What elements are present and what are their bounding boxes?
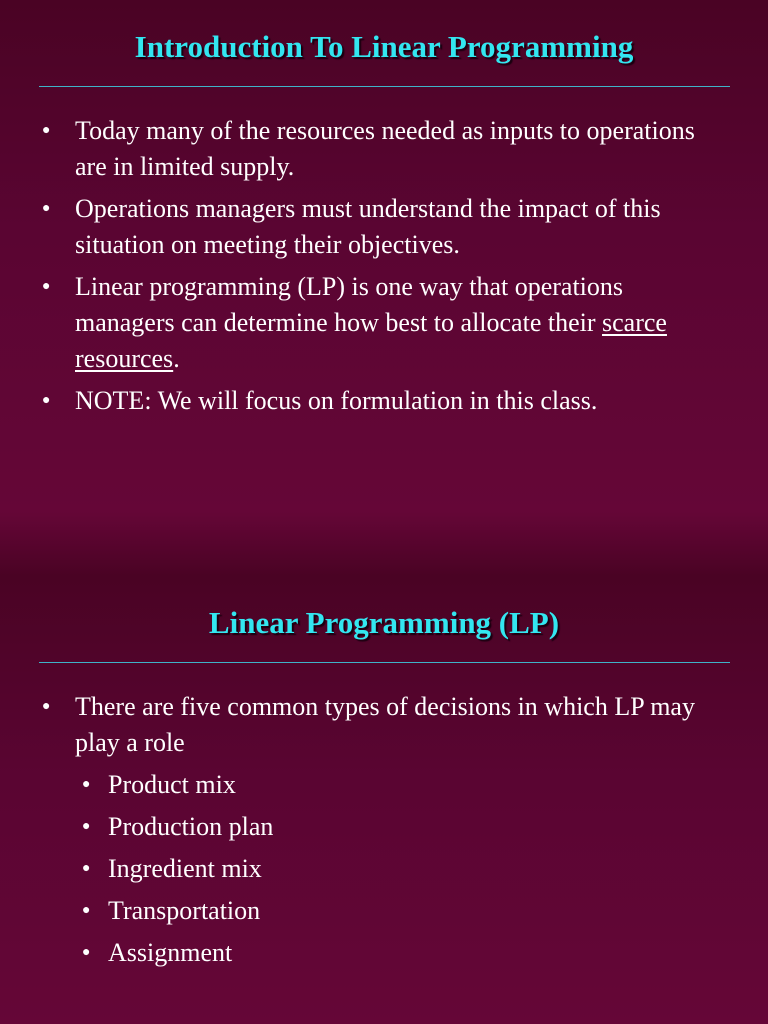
bullet-text: Assignment (108, 938, 233, 967)
bullet-icon: ● (82, 903, 91, 918)
sub-bullet-item (0, 809, 768, 845)
bullet-item (0, 113, 768, 185)
bullet-item (0, 191, 768, 263)
bullet-icon: ● (82, 945, 91, 960)
bullet-item (0, 689, 768, 761)
bullet-icon: ● (42, 699, 51, 714)
slide-title: Linear Programming (LP) (208, 605, 560, 640)
bullet-text: Transportation (108, 896, 261, 925)
bullet-text-end: . (173, 344, 180, 373)
bullet-text: NOTE: We will focus on formulation in this class. (75, 386, 598, 415)
underlined-term: scarce resources (75, 308, 667, 373)
slide-title: Introduction To Linear Programming (134, 29, 634, 64)
bullet-list (0, 689, 768, 977)
bullet-text: Operations managers must understand the impact of this situation on meeting their objectives. (75, 194, 661, 259)
bullet-icon: ● (82, 777, 91, 792)
sub-bullet-item (0, 935, 768, 971)
bullet-item (0, 383, 768, 419)
sub-bullet-item (0, 851, 768, 887)
bullet-icon: ● (42, 123, 51, 138)
bullet-icon: ● (82, 819, 91, 834)
title-divider (39, 662, 730, 663)
bullet-icon: ● (42, 279, 51, 294)
bullet-text: Ingredient mix (108, 854, 262, 883)
sub-bullet-item (0, 767, 768, 803)
bullet-icon: ● (42, 393, 51, 408)
bullet-icon: ● (42, 201, 51, 216)
bullet-item (0, 269, 768, 377)
bullet-text: Linear programming (LP) is one way that operations managers can determine how best to allocate their (75, 272, 624, 337)
bullet-text: Product mix (108, 770, 236, 799)
title-divider (39, 86, 730, 87)
bullet-text: Today many of the resources needed as inputs to operations are in limited supply. (75, 116, 695, 181)
slide-2 (0, 576, 768, 1024)
sub-bullet-item (0, 893, 768, 929)
slide-separator (0, 512, 768, 576)
bullet-text: There are five common types of decisions in which LP may play a role (75, 692, 695, 757)
bullet-text: Production plan (108, 812, 274, 841)
bullet-icon: ● (82, 861, 91, 876)
bullet-list (0, 113, 768, 425)
